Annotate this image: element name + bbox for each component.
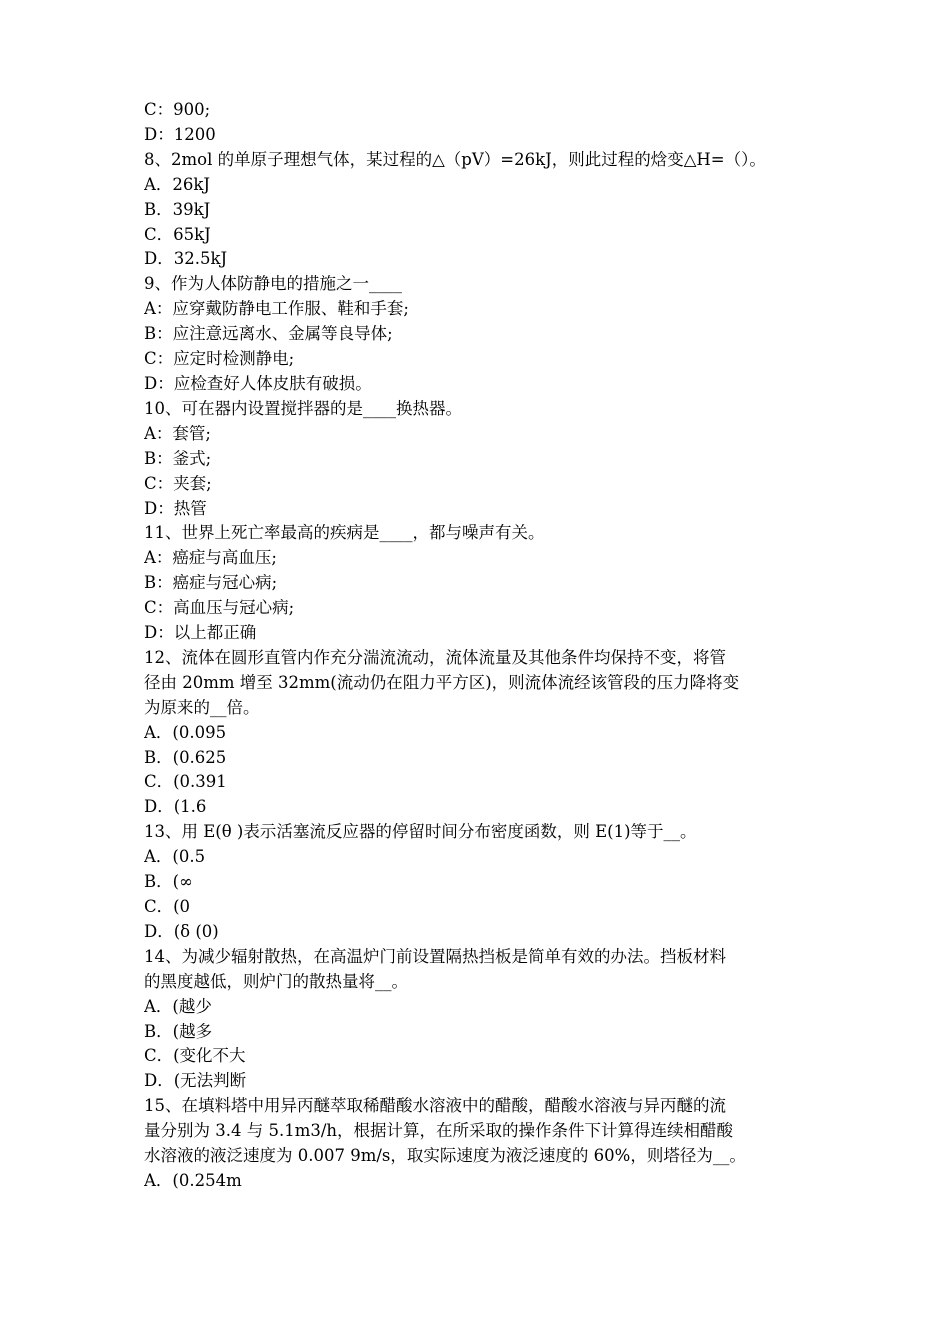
option-a-q14: A．(越少 xyxy=(144,996,212,1016)
question-15-line-2: 量分别为 3.4 与 5.1m3/h，根据计算，在所采取的操作条件下计算得连续相醋酸 xyxy=(144,1121,734,1141)
option-b-q12: B．(0.625 xyxy=(144,747,227,767)
question-9: 9、作为人体防静电的措施之一____ xyxy=(144,274,402,294)
option-b-q11: B：癌症与冠心病; xyxy=(144,573,278,593)
option-a-q11: A：癌症与高血压; xyxy=(144,548,277,568)
option-c-q14: C．(变化不大 xyxy=(144,1046,246,1066)
question-15-line-3: 水溶液的液泛速度为 0.007 9m/s，取实际速度为液泛速度的 60%，则塔径为__。 xyxy=(144,1146,746,1166)
option-c-q13: C．(0 xyxy=(144,897,191,916)
option-b-q8: B．39kJ xyxy=(144,199,211,219)
option-c-q9: C：应定时检测静电; xyxy=(144,349,295,369)
option-b-q14: B．(越多 xyxy=(144,1021,213,1041)
question-14-line-1: 14、为减少辐射散热，在高温炉门前设置隔热挡板是简单有效的办法。挡板材料 xyxy=(144,946,726,966)
option-a-q10: A：套管; xyxy=(144,423,211,443)
option-c-q8: C．65kJ xyxy=(144,224,211,244)
question-14-line-2: 的黑度越低，则炉门的散热量将__。 xyxy=(144,971,408,991)
option-d-q11: D：以上都正确 xyxy=(144,623,257,643)
question-12-line-1: 12、流体在圆形直管内作充分湍流流动，流体流量及其他条件均保持不变，将管 xyxy=(144,647,726,667)
option-d-q14: D．(无法判断 xyxy=(144,1071,247,1091)
option-b-q10: B：釜式; xyxy=(144,448,212,468)
option-d-q9: D：应检查好人体皮肤有破损。 xyxy=(144,373,372,393)
question-11: 11、世界上死亡率最高的疾病是____，都与噪声有关。 xyxy=(144,523,545,543)
question-8: 8、2mol 的单原子理想气体，某过程的△（pV）=26kJ，则此过程的焓变△H=（）。 xyxy=(144,149,766,169)
option-d-q12: D．(1.6 xyxy=(144,797,207,817)
option-b-q13: B．(∞ xyxy=(144,872,193,892)
question-12-line-3: 为原来的__倍。 xyxy=(144,697,260,717)
question-12-line-2: 径由 20mm 增至 32mm(流动仍在阻力平方区)，则流体流经该管段的压力降将变 xyxy=(144,672,740,692)
option-a-q15: A．(0.254m xyxy=(144,1170,242,1190)
option-d-q7: D：1200 xyxy=(144,124,216,144)
option-c-q10: C：夹套; xyxy=(144,473,212,493)
question-13: 13、用 E(θ )表示活塞流反应器的停留时间分布密度函数，则 E(1)等于__。 xyxy=(144,822,697,842)
option-d-q8: D．32.5kJ xyxy=(144,249,228,269)
option-b-q9: B：应注意远离水、金属等良导体; xyxy=(144,324,393,344)
option-c-q7: C：900; xyxy=(144,100,211,119)
option-c-q11: C：高血压与冠心病; xyxy=(144,598,295,618)
option-d-q10: D：热管 xyxy=(144,498,207,518)
option-c-q12: C．(0.391 xyxy=(144,772,227,792)
question-15-line-1: 15、在填料塔中用异丙醚萃取稀醋酸水溶液中的醋酸，醋酸水溶液与异丙醚的流 xyxy=(144,1096,726,1116)
option-a-q12: A．(0.095 xyxy=(144,722,227,742)
option-a-q8: A．26kJ xyxy=(144,174,211,194)
option-a-q9: A：应穿戴防静电工作服、鞋和手套; xyxy=(144,299,409,319)
question-10: 10、可在器内设置搅拌器的是____换热器。 xyxy=(144,398,462,418)
document-body xyxy=(144,98,812,1194)
option-d-q13: D．(δ (0) xyxy=(144,921,219,941)
option-a-q13: A．(0.5 xyxy=(144,847,206,867)
